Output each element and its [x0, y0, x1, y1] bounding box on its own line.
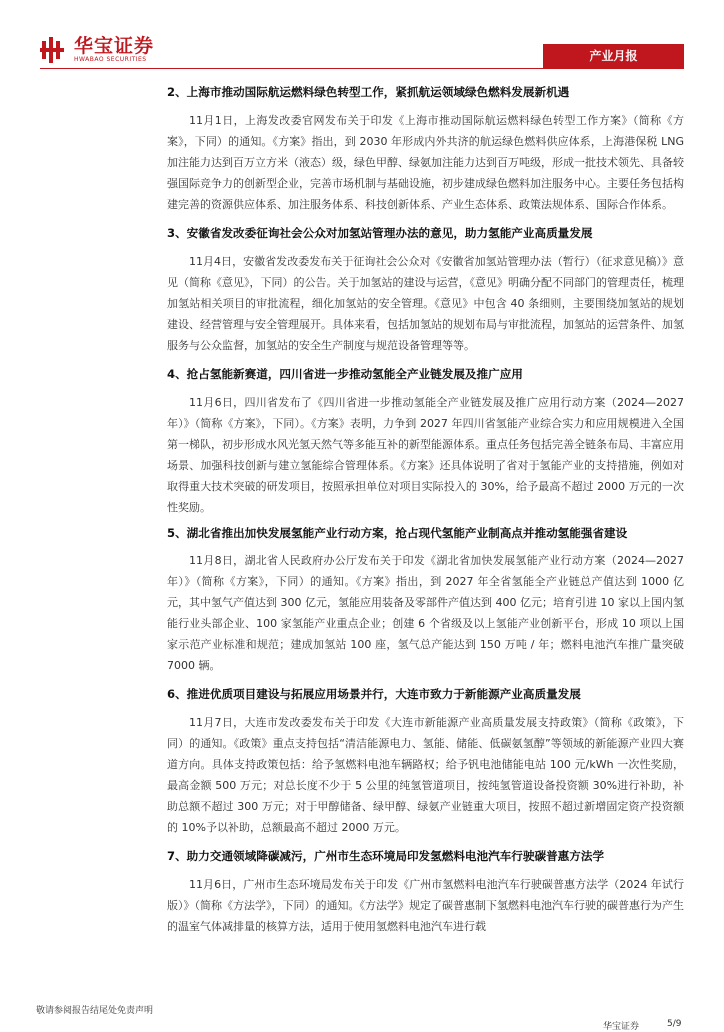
section-title: 6、推进优质项目建设与拓展应用场景并行，大连市致力于新能源产业高质量发展	[167, 687, 581, 701]
section-3	[40, 219, 684, 356]
section-5	[40, 522, 684, 676]
footer-brand: 华宝证券	[603, 1022, 640, 1032]
section-title: 2、上海市推动国际航运燃料绿色转型工作，紧抓航运领域绿色燃料发展新机遇	[167, 85, 570, 99]
section-title: 3、安徽省发改委征询社会公众对加氢站管理办法的意见，助力氢能产业高质量发展	[167, 226, 593, 240]
section-2	[40, 78, 684, 215]
page-number: 5/9	[667, 1019, 682, 1029]
main-content	[40, 78, 684, 941]
section-body: 11月6日，广州市生态环境局发布关于印发《广州市氢燃料电池汽车行驶碳普惠方法学（2024 年试行版）》（简称《方法学》，下同）的通知。《方法学》规定了碳普惠制下氢燃料电池汽车行驶的碳普惠行为产生的温室气体减排量的核算方法，适用于使用氢燃料电池汽车进行载	[167, 878, 684, 933]
section-title: 5、湖北省推出加快发展氢能产业行动方案，抢占现代氢能产业制高点并推动氢能强省建设	[167, 526, 628, 540]
footer-disclaimer: 敬请参阅报告结尾处免责声明	[36, 1006, 154, 1016]
section-title: 4、抢占氢能新赛道，四川省进一步推动氢能全产业链发展及推广应用	[167, 367, 523, 381]
section-7	[40, 842, 684, 937]
section-body: 11月1日，上海发改委官网发布关于印发《上海市推动国际航运燃料绿色转型工作方案》（简称《方案》，下同）的通知。《方案》指出，到 2030 年形成内外共济的航运绿色燃料供应体系，上海港保税 LNG 加注能力达到百万立方米（液态）级，绿色甲醇、绿氨加注能力达到百万吨级，形成一批技术领先、具备较强国际竞争力的创新型企业，完善市场机制与基础设施，初步建成绿色燃料加注服务中心。主要任务包括构建完善的资源供应体系、加注服务体系、科技创新体系、产业生态体系、政策法规体系、国际合作体系。	[167, 114, 684, 211]
section-body: 11月8日，湖北省人民政府办公厅发布关于印发《湖北省加快发展氢能产业行动方案（2024—2027 年）》（简称《方案》，下同）的通知。《方案》指出，到 2027 年全省氢能全产业链总产值达到 1000 亿元，其中氢气产值达到 300 亿元，氢能应用装备及零部件产值达到 400 亿元；培育引进 10 家以上国内氢能行业头部企业、100 家氢能产业重点企业；创建 6 个省级及以上氢能产业创新平台，形成 10 项以上国家示范产业标准和规范；建成加氢站 100 座，氢气总产能达到 150 万吨 / 年；燃料电池汽车推广量突破 7000 辆。	[167, 554, 684, 672]
section-body: 11月7日，大连市发改委发布关于印发《大连市新能源产业高质量发展支持政策》（简称《政策》，下同）的通知。《政策》重点支持包括“清洁能源电力、氢能、储能、低碳氨氢醇”等领域的新能源产业四大赛道方向。具体支持政策包括：给予氢燃料电池车辆路权；给予钒电池储能电站 100 元/kWh 一次性奖励，最高金额 500 万元；对总长度不少于 5 公里的纯氢管道项目，按纯氢管道设备投资额 30%进行补助，补助总额不超过 300 万元；对于甲醇储备、绿甲醇、绿氨产业链重大项目，按照不超过新增固定资产投资额的 10%予以补助，总额最高不超过 2000 万元。	[167, 716, 684, 834]
company-logo	[40, 36, 154, 64]
logo-name-cn: 华宝证券	[74, 35, 155, 57]
logo-name-en: HWABAO SECURITIES	[74, 56, 147, 63]
logo-mark-icon	[40, 37, 68, 63]
section-4	[40, 360, 684, 518]
section-6	[40, 680, 684, 838]
section-body: 11月4日，安徽省发改委发布关于征询社会公众对《安徽省加氢站管理办法（暂行）（征求意见稿）》意见（简称《意见》，下同）的公告。关于加氢站的建设与运营，《意见》明确分配不同部门的管理责任，梳理加氢站相关项目的审批流程，细化加氢站的安全管理。《意见》中包含 40 条细则，主要围绕加氢站的规划建设、经营管理与安全管理展开。具体来看，包括加氢站的规划布局与审批流程，加氢站的运营条件、加氢服务与公众监督，加氢站的安全生产制度与规范设备管理等等。	[167, 255, 684, 352]
report-type-badge: 产业月报	[543, 44, 684, 68]
section-body: 11月6日，四川省发布了《四川省进一步推动氢能全产业链发展及推广应用行动方案（2024—2027 年）》（简称《方案》，下同）。《方案》表明，力争到 2027 年四川省氢能产业综合实力和应用规模进入全国第一梯队，初步形成水风光氢天然气等多能互补的新型能源体系。重点任务包括完善全链条布局、丰富应用场景、加强科技创新与建立氢能综合管理体系。《方案》还具体说明了省对于氢能产业的支持措施，例如对取得重大技术突破的研发项目，按照承担单位对项目实际投入的 30%，给予最高不超过 2000 万元的一次性奖励。	[167, 396, 684, 514]
header-divider	[40, 68, 684, 69]
section-title: 7、助力交通领域降碳减污，广州市生态环境局印发氢燃料电池汽车行驶碳普惠方法学	[167, 849, 605, 863]
